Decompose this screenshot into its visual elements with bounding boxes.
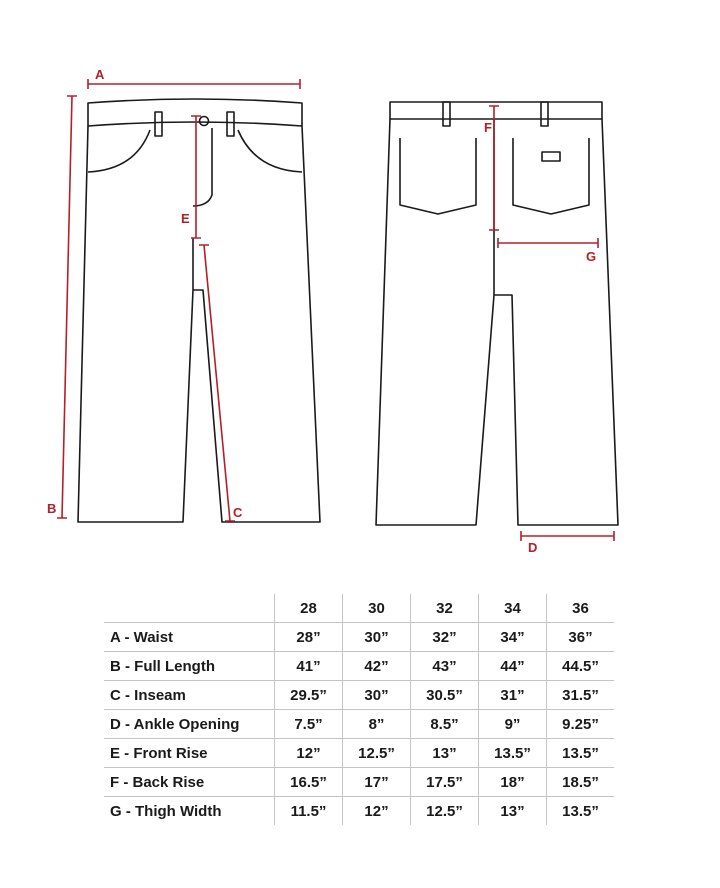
table-cell: 7.5” [275, 710, 343, 739]
back-pants-outline [376, 119, 618, 525]
table-cell: 17.5” [411, 768, 479, 797]
table-cell: 31.5” [547, 681, 615, 710]
back-left-pocket [400, 138, 476, 214]
back-right-pocket [513, 138, 589, 214]
belt-loop-left [155, 112, 162, 136]
size-header: 30 [343, 594, 411, 623]
table-cell: 32” [411, 623, 479, 652]
belt-loop-right [227, 112, 234, 136]
size-header-row [104, 594, 614, 623]
table-cell: 8” [343, 710, 411, 739]
table-cell: 12” [275, 739, 343, 768]
table-cell: 30.5” [411, 681, 479, 710]
label-d: D [528, 540, 538, 555]
table-cell: 9.25” [547, 710, 615, 739]
front-right-pocket [238, 130, 302, 172]
table-cell: 44.5” [547, 652, 615, 681]
label-e: E [181, 211, 190, 226]
table-row [104, 739, 614, 768]
table-cell: 17” [343, 768, 411, 797]
table-row [104, 710, 614, 739]
table-cell: 8.5” [411, 710, 479, 739]
row-label: E - Front Rise [104, 739, 275, 768]
table-cell: 12.5” [343, 739, 411, 768]
table-cell: 12” [343, 797, 411, 826]
size-chart-table [104, 594, 614, 825]
size-header: 32 [411, 594, 479, 623]
table-cell: 13.5” [479, 739, 547, 768]
table-cell: 12.5” [411, 797, 479, 826]
table-cell: 41” [275, 652, 343, 681]
size-header: 28 [275, 594, 343, 623]
table-row [104, 623, 614, 652]
dimension-line-g [498, 238, 598, 248]
label-g: G [586, 249, 597, 264]
table-cell: 13.5” [547, 739, 615, 768]
table-cell: 13.5” [547, 797, 615, 826]
front-waistband [88, 99, 302, 126]
table-cell: 13” [479, 797, 547, 826]
table-cell: 18.5” [547, 768, 615, 797]
back-view-pants [376, 102, 618, 525]
table-row [104, 768, 614, 797]
table-cell: 9” [479, 710, 547, 739]
table-cell: 30” [343, 623, 411, 652]
label-a: A [95, 67, 105, 82]
table-row [104, 681, 614, 710]
size-header: 36 [547, 594, 615, 623]
table-cell: 36” [547, 623, 615, 652]
table-row [104, 652, 614, 681]
row-label: D - Ankle Opening [104, 710, 275, 739]
row-label: B - Full Length [104, 652, 275, 681]
table-cell: 34” [479, 623, 547, 652]
table-cell: 29.5” [275, 681, 343, 710]
table-cell: 42” [343, 652, 411, 681]
dimension-line-e [191, 116, 201, 238]
front-left-pocket [88, 130, 150, 172]
table-cell: 13” [411, 739, 479, 768]
row-label: F - Back Rise [104, 768, 275, 797]
back-pocket-tag [542, 152, 560, 161]
table-cell: 31” [479, 681, 547, 710]
header-blank [104, 594, 275, 623]
row-label: A - Waist [104, 623, 275, 652]
table-cell: 16.5” [275, 768, 343, 797]
front-pants-outline [78, 126, 320, 522]
dimension-line-a [88, 79, 300, 89]
table-cell: 28” [275, 623, 343, 652]
back-waistband [390, 102, 602, 119]
table-cell: 30” [343, 681, 411, 710]
table-cell: 44” [479, 652, 547, 681]
table-row [104, 797, 614, 826]
dimension-line-b [57, 96, 77, 518]
table-cell: 43” [411, 652, 479, 681]
back-belt-loop-left [443, 102, 450, 126]
label-b: B [47, 501, 57, 516]
row-label: C - Inseam [104, 681, 275, 710]
front-view-pants [78, 99, 320, 522]
label-f: F [484, 120, 492, 135]
row-label: G - Thigh Width [104, 797, 275, 826]
front-button [200, 117, 209, 126]
table-cell: 11.5” [275, 797, 343, 826]
label-c: C [233, 505, 243, 520]
dimension-line-c [199, 245, 235, 521]
back-belt-loop-right [541, 102, 548, 126]
size-header: 34 [479, 594, 547, 623]
table-cell: 18” [479, 768, 547, 797]
